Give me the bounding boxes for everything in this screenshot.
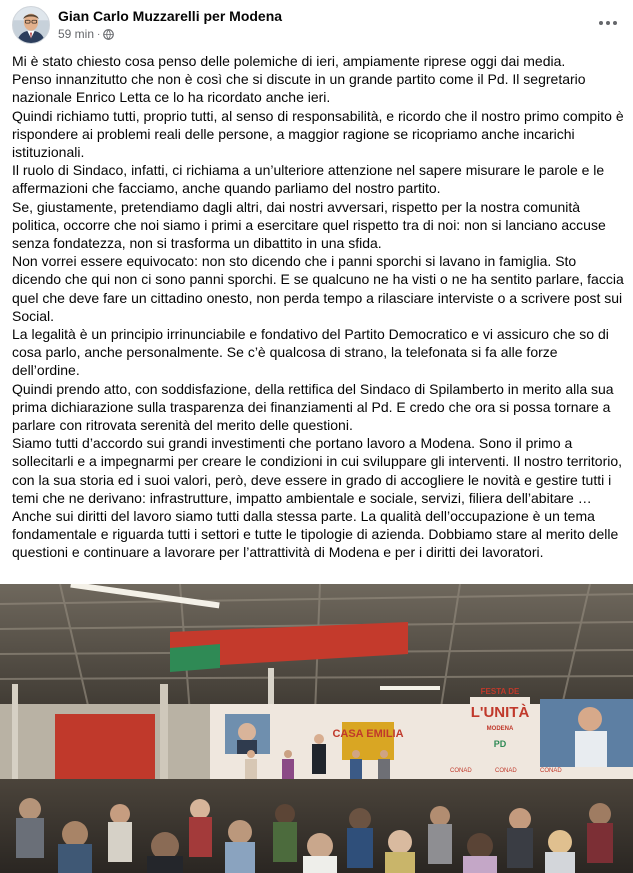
post-paragraph: Il ruolo di Sindaco, infatti, ci richiama a un’ulteriore attenzione nel sapere misurare le parole e le affermazioni che facciamo, anche quando parliamo del nostro partito. [12,162,605,197]
party-logo-label: PD [493,739,507,749]
post-paragraph: Se, giustamente, pretendiamo dagli altri, dai nostri avversari, rispetto per la nostra comunità politica, occorre che noi siamo i primi a esercitare quel rispetto tra di noi: non si lanciano accuse senza fondatezza, non si trasforma un dibattito in una sfida. [12,198,606,252]
meta-separator: · [97,28,101,40]
post-paragraph: Mi è stato chiesto cosa penso delle polemiche di ieri, ampiamente riprese oggi dai media. [12,53,566,69]
post-paragraph: Penso innanzitutto che non è così che si discute in un grande partito come il Pd. Il segretario nazionale Enrico Letta ce lo ha ricordato anche ieri. [12,71,586,106]
globe-icon[interactable] [103,29,114,40]
post-paragraph: Non vorrei essere equivocato: non sto dicendo che i panni sporchi si lavano in famiglia. Sto dicendo che qui non ci sono panni sporchi. E se qualcuno ne ha visti o ne ha sentito parlare, faccia quel che deve fare un cittadino onesto, non perda tempo a rilasciare interviste o a scrivere post sui Social. [12,253,624,324]
post-photo[interactable] [0,584,633,873]
more-horizontal-icon [598,21,619,25]
sponsor-label: CONAD [450,768,472,774]
post-meta [58,27,114,41]
stage-sign-label: CASA EMILIA [332,728,404,740]
sponsor-label: CONAD [540,768,562,774]
post-paragraph: Quindi prendo atto, con soddisfazione, della rettifica del Sindaco di Spilamberto in merito alla sua prima dichiarazione sulla trasparenza dei finanziamenti al Pd. E credo che ora si possa tornare a parlare con ritrovata serenità del merito delle questioni. [12,380,614,434]
author-name[interactable]: Gian Carlo Muzzarelli per Modena [58,8,283,24]
banner-city-label: MODENA [486,726,514,732]
post-paragraph: Anche sui diritti del lavoro siamo tutti dalla stessa parte. La qualità dell’occupazione è un tema fondamentale e riguarda tutti i settori e tutte le tipologie di azienda. Dobbiamo stare al merito delle questioni e continuare a lavorare per l’attrattività di Modena e per i diritti dei lavoratori. [12,508,619,561]
post-timestamp[interactable]: 59 min [58,27,95,41]
sponsor-label: CONAD [495,768,517,774]
post-paragraph: Quindi richiamo tutti, proprio tutti, al senso di responsabilità, e ricordo che il nostro primo compito è rispondere ai problemi reali delle persone, a maggior ragione se ricopriamo anche incarichi istituzionali. [12,107,624,161]
banner-top-label: FESTA DE [480,687,520,696]
post-body [12,52,624,562]
post-header [12,6,623,46]
avatar-image [13,7,49,43]
banner-main-label: L'UNITÀ [470,704,530,721]
event-photo-image [0,584,633,873]
post-paragraph: Siamo tutti d’accordo sui grandi investimenti che portano lavoro a Modena. Sono il primo a sollecitarli e a impegnarmi per creare le condizioni in cui sviluppare gli interventi. Il nostro territorio, con la sua storia ed i suoi valori, però, deve essere in grado di accogliere le novità e gestire tutti i temi che ne derivano: infrastrutture, impatto ambientale e sociale, servizi, filiera dell’abitare … [12,435,623,506]
author-avatar[interactable] [12,6,50,44]
post-paragraph: La legalità è un principio irrinunciabile e fondativo del Partito Democratico e vi assicuro che so di cosa parlo, anche personalmente. Se c’è qualcosa di strano, la telefonata si fa alle forze dell’ordine. [12,326,609,379]
more-options-button[interactable] [593,8,623,38]
